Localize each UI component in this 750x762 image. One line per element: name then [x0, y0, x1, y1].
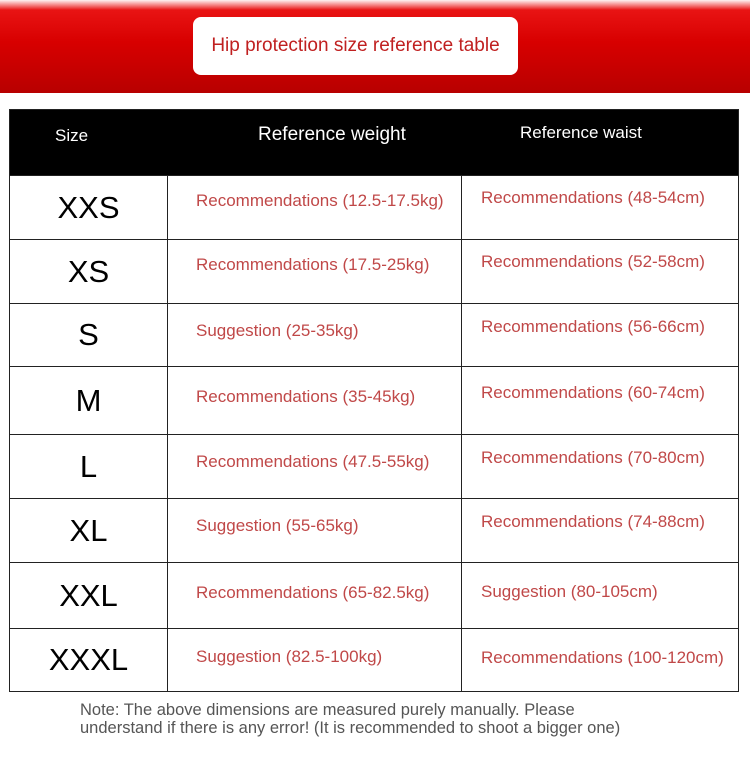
weight-cell: Recommendations (47.5-55kg) — [196, 452, 430, 471]
weight-cell: Recommendations (12.5-17.5kg) — [196, 191, 444, 210]
table-row — [10, 628, 738, 691]
page-title: Hip protection size reference table — [193, 17, 518, 75]
weight-cell: Suggestion (82.5-100kg) — [196, 647, 383, 666]
table-row — [10, 562, 738, 628]
waist-cell: Suggestion (80-105cm) — [481, 582, 658, 601]
waist-cell: Recommendations (100-120cm) — [481, 648, 724, 667]
weight-cell: Suggestion (55-65kg) — [196, 516, 359, 535]
size-cell: L — [79, 448, 98, 484]
table-row — [10, 498, 738, 562]
size-cell: M — [75, 382, 102, 418]
table-row — [10, 434, 738, 498]
table-row — [10, 303, 738, 366]
header-size: Size — [55, 126, 89, 145]
size-cell: S — [78, 317, 99, 352]
note-line-1: Note: The above dimensions are measured purely manually. Please — [80, 701, 575, 719]
header-banner — [0, 0, 750, 93]
size-cell: XXXL — [48, 642, 129, 677]
header-waist: Reference waist — [520, 123, 642, 142]
weight-cell: Recommendations (65-82.5kg) — [196, 583, 430, 602]
size-cell: XS — [67, 253, 110, 289]
weight-cell: Recommendations (17.5-25kg) — [196, 255, 430, 274]
waist-cell: Recommendations (70-80cm) — [481, 448, 705, 467]
table-row — [10, 366, 738, 434]
note-line-2: understand if there is any error! (It is recommended to shoot a bigger one) — [80, 719, 621, 737]
header-weight: Reference weight — [258, 124, 406, 145]
size-cell: XL — [69, 512, 108, 548]
size-cell: XXS — [57, 189, 120, 225]
waist-cell: Recommendations (56-66cm) — [481, 317, 705, 336]
table-row — [10, 175, 738, 239]
waist-cell: Recommendations (60-74cm) — [481, 383, 705, 402]
waist-cell: Recommendations (52-58cm) — [481, 252, 705, 271]
table-header — [10, 110, 738, 175]
measurement-note — [80, 701, 720, 737]
weight-cell: Suggestion (25-35kg) — [196, 321, 359, 340]
waist-cell: Recommendations (48-54cm) — [481, 188, 705, 207]
table-row — [10, 239, 738, 303]
size-table — [9, 109, 739, 692]
weight-cell: Recommendations (35-45kg) — [196, 387, 416, 406]
waist-cell: Recommendations (74-88cm) — [481, 512, 705, 531]
size-cell: XXL — [59, 577, 118, 613]
